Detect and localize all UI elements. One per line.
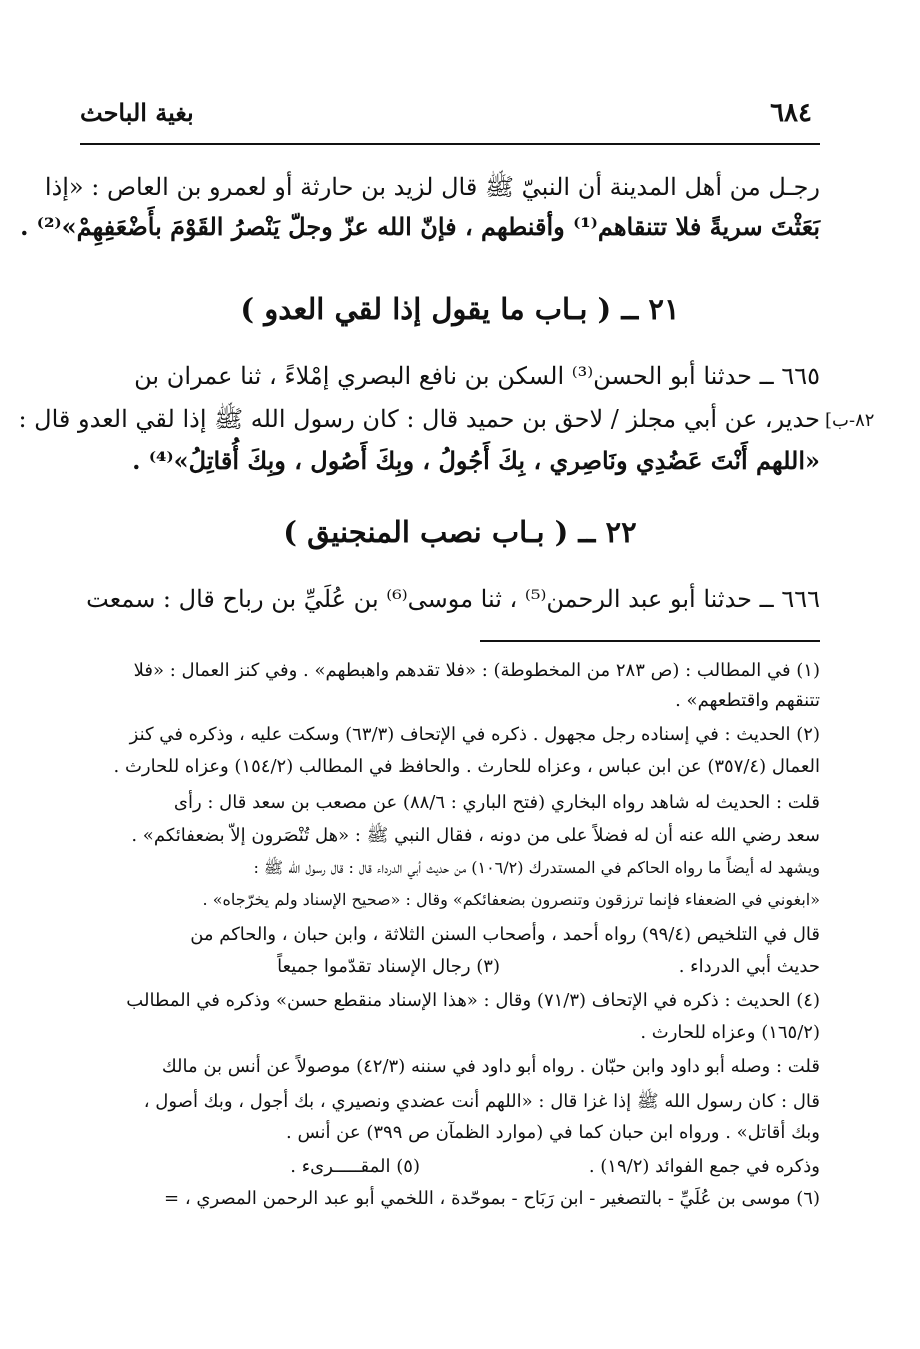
- footnote-line: (٤) الحديث : ذكره في الإتحاف (٧١/٣) وقال : «هذا الإسناد منقطع حسن» وذكره في المطالب: [126, 990, 820, 1011]
- footnote-line: (١) في المطالب : (ص ٢٨٣ من المخطوطة) : «فلا تقدهم واهبطهم» . وفي كنز العمال : «فلا: [133, 660, 820, 681]
- footnote-line: (٥) المقـــــرىء .: [290, 1156, 420, 1177]
- chapter-22-heading: ٢٢ ــ ( بـاب نصب المنجنيق ): [283, 515, 637, 549]
- footnote-line: وبك أقاتل» . ورواه ابن حبان كما في (موارد الظمآن ص ٣٩٩) عن أنس .: [286, 1122, 820, 1143]
- running-title: بغية الباحث: [80, 98, 194, 127]
- footnote-line: ويشهد له أيضاً ما رواه الحاكم في المستدرك (١٠٦/٢) من حديث أبي الدرداء قال : قال رسول الله ﷺ :: [253, 858, 820, 877]
- hadith-665-line-1: ٦٦٥ ــ حدثنا أبو الحسن⁽³⁾ السكن بن نافع البصري إمْلاءً ، ثنا عمران بن: [134, 362, 820, 390]
- footnote-line: حديث أبي الدرداء .: [678, 956, 820, 977]
- footnote-line: تتنقهم واقتطعهم» .: [675, 690, 820, 711]
- footnote-line: سعد رضي الله عنه أن له فضلاً على من دونه ، فقال النبي ﷺ : «هل تُنْصَرون إلاّ بضعفائكم» .: [131, 825, 820, 846]
- hadith-665-line-2: حدير، عن أبي مجلز / لاحق بن حميد قال : كان رسول الله ﷺ إذا لقي العدو قال :: [18, 405, 820, 433]
- footnote-line: (١٦٥/٢) وعزاه للحارث .: [640, 1022, 820, 1043]
- footnote-rule: [480, 640, 820, 642]
- footnote-line: «ابغوني في الضعفاء فإنما ترزقون وتنصرون بضعفائكم» وقال : «صحيح الإسناد ولم يخرّجاه» .: [202, 890, 820, 909]
- manuscript-folio-ref: [٨٢-ب: [825, 410, 875, 431]
- footnote-line: وذكره في جمع الفوائد (١٩/٢) .: [588, 1156, 820, 1177]
- footnote-line: قلت : وصله أبو داود وابن حبّان . رواه أبو داود في سننه (٤٢/٣) موصولاً عن أنس بن مالك: [161, 1056, 820, 1077]
- intro-line-2: بَعَثْتَ سريةً فلا تتنقاهم⁽¹⁾ وأقنطهم ، فإنّ الله عزّ وجلّ يَنْصرُ القَوْمَ بأَضْعَفِهِمْ»⁽²⁾ .: [20, 212, 820, 241]
- footnote-line: (٢) الحديث : في إسناده رجل مجهول . ذكره في الإتحاف (٦٣/٣) وسكت عليه ، وذكره في كنز: [129, 724, 820, 745]
- footnote-line: (٦) موسى بن عُلَيِّ - بالتصغير - ابن رَبَاح - بموحّدة ، اللخمي أبو عبد الرحمن المصري ، =: [164, 1188, 820, 1209]
- hadith-666-line-1: ٦٦٦ ــ حدثنا أبو عبد الرحمن⁽⁵⁾ ، ثنا موسى⁽⁶⁾ بن عُلَيِّ بن رباح قال : سمعت: [86, 585, 820, 613]
- footnote-line: قلت : الحديث له شاهد رواه البخاري (فتح الباري : ٨٨/٦) عن مصعب بن سعد قال : رأى: [173, 792, 820, 813]
- footnote-line: (٣) رجال الإسناد تقدّموا جميعاً: [277, 956, 500, 977]
- intro-line-1: رجـل من أهل المدينة أن النبيّ ﷺ قال لزيد بن حارثة أو لعمرو بن العاص : «إذا: [44, 173, 820, 201]
- footnote-line: قال : كان رسول الله ﷺ إذا غزا قال : «اللهم أنت عضدي ونصيري ، بك أجول ، وبك أصول ،: [143, 1091, 820, 1112]
- chapter-21-heading: ٢١ ــ ( بـاب ما يقول إذا لقي العدو ): [240, 292, 680, 326]
- page-number: ٦٨٤: [770, 98, 812, 128]
- footnote-line: العمال (٣٥٧/٤) عن ابن عباس ، وعزاه للحارث . والحافظ في المطالب (١٥٤/٢) وعزاه للحارث .: [113, 756, 820, 777]
- footnote-line: قال في التلخيص (٩٩/٤) رواه أحمد ، وأصحاب السنن الثلاثة ، وابن حبان ، والحاكم من: [190, 924, 820, 945]
- header-rule: [80, 143, 820, 145]
- hadith-665-line-3: «اللهم أَنْتَ عَضُدِي ونَاصِري ، بِكَ أَجُولُ ، وبِكَ أَصُول ، وبِكَ أُقاتِلُ»⁽⁴⁾ .: [132, 446, 820, 475]
